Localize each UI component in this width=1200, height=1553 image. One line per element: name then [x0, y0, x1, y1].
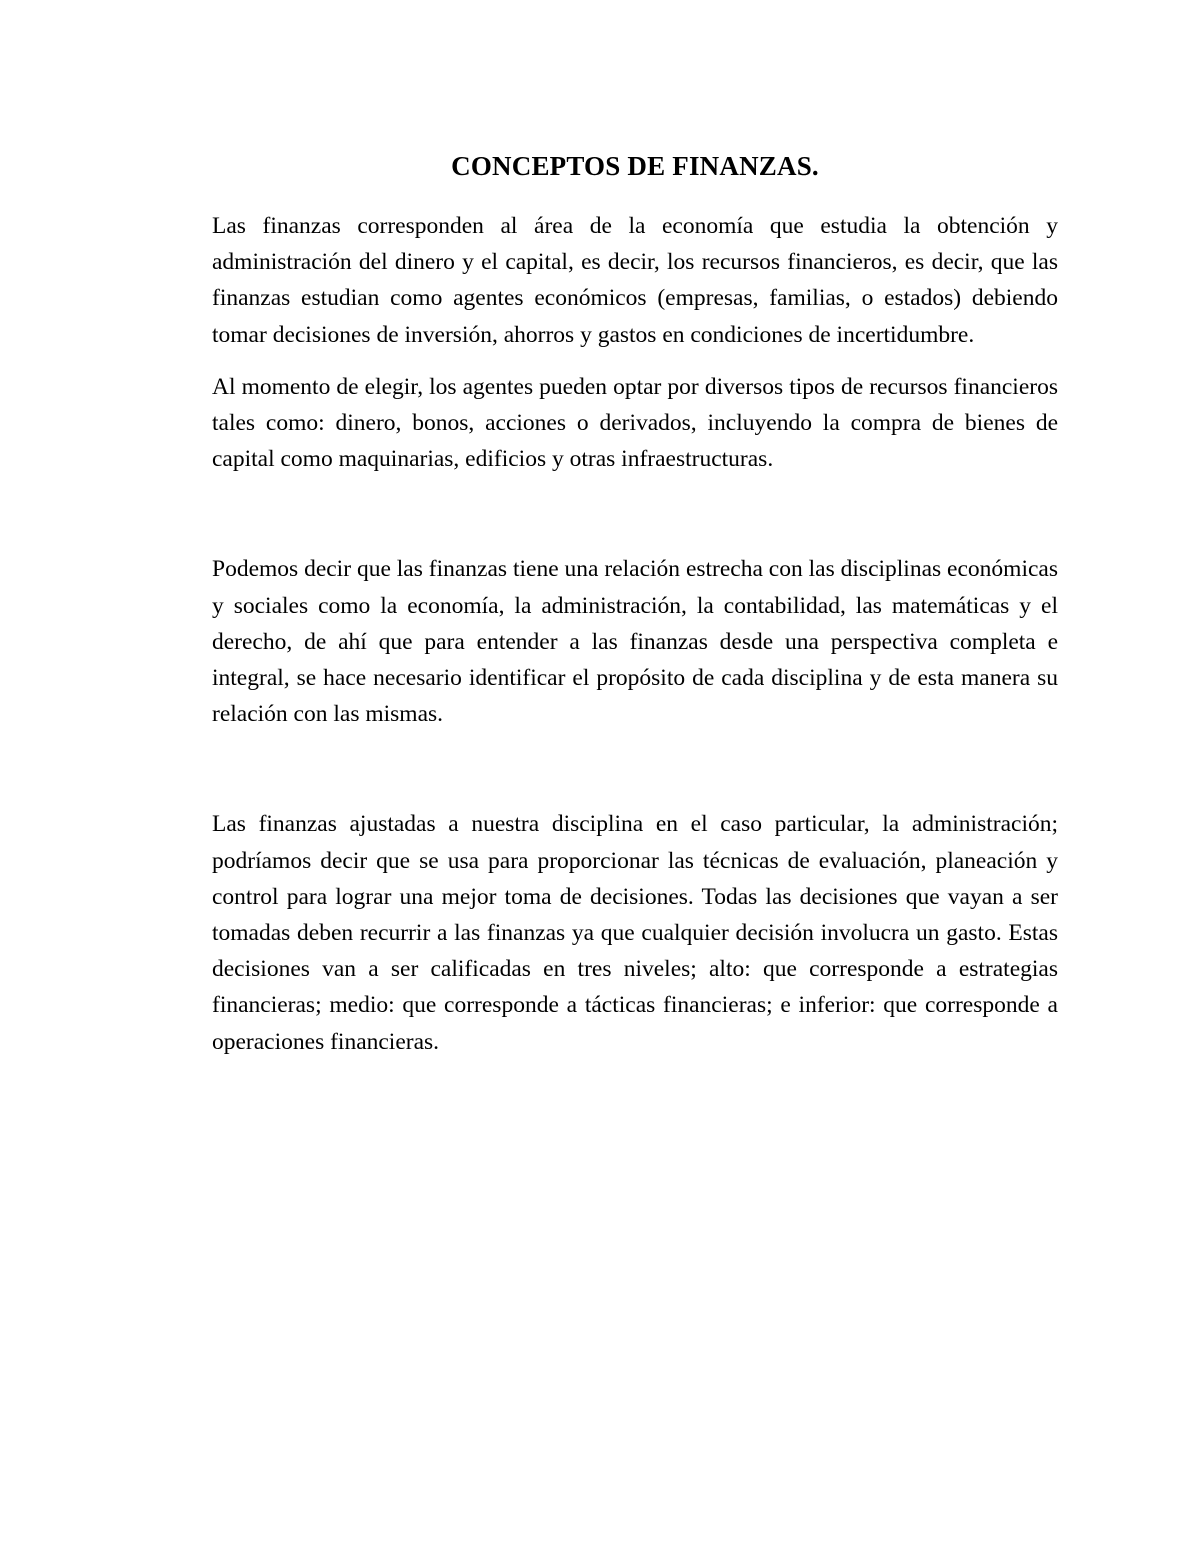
document-title: CONCEPTOS DE FINANZAS.	[451, 151, 819, 181]
paragraph-3: Podemos decir que las finanzas tiene una relación estrecha con las disciplinas económicas y sociales como la economía, la administración, la contabilidad, las matemáticas y el derecho, de ahí que para entender a las finanzas desde una perspectiva completa e integral, se hace necesario identificar el propósito de cada disciplina y de esta manera su relación con las mismas.	[212, 556, 1058, 728]
paragraph-spacer	[212, 732, 1058, 806]
paragraph-4: Las finanzas ajustadas a nuestra disciplina en el caso particular, la administración; podríamos decir que se usa para proporcionar las técnicas de evaluación, planeación y control para lograr una mejor toma de decisiones. Todas las decisiones que vayan a ser tomadas deben recurrir a las finanzas ya que cualquier decisión involucra un gasto. Estas decisiones van a ser calificadas en tres niveles; alto: que corresponde a estrategias financieras; medio: que corresponde a tácticas financieras; e inferior: que corresponde a operaciones financieras.	[212, 811, 1058, 1055]
document-body	[212, 146, 1058, 1060]
paragraph-2: Al momento de elegir, los agentes pueden optar por diversos tipos de recursos financieros tales como: dinero, bonos, acciones o derivados, incluyendo la compra de bienes de capital como maquinarias, edificios y otras infraestructuras.	[212, 373, 1058, 473]
paragraph-1: Las finanzas corresponden al área de la economía que estudia la obtención y administración del dinero y el capital, es decir, los recursos financieros, es decir, que las finanzas estudian como agentes económicos (empresas, familias, o estados) debiendo tomar decisiones de inversión, ahorros y gastos en condiciones de incertidumbre.	[212, 213, 1058, 348]
paragraph-spacer	[212, 477, 1058, 551]
paragraph-spacer	[212, 353, 1058, 369]
